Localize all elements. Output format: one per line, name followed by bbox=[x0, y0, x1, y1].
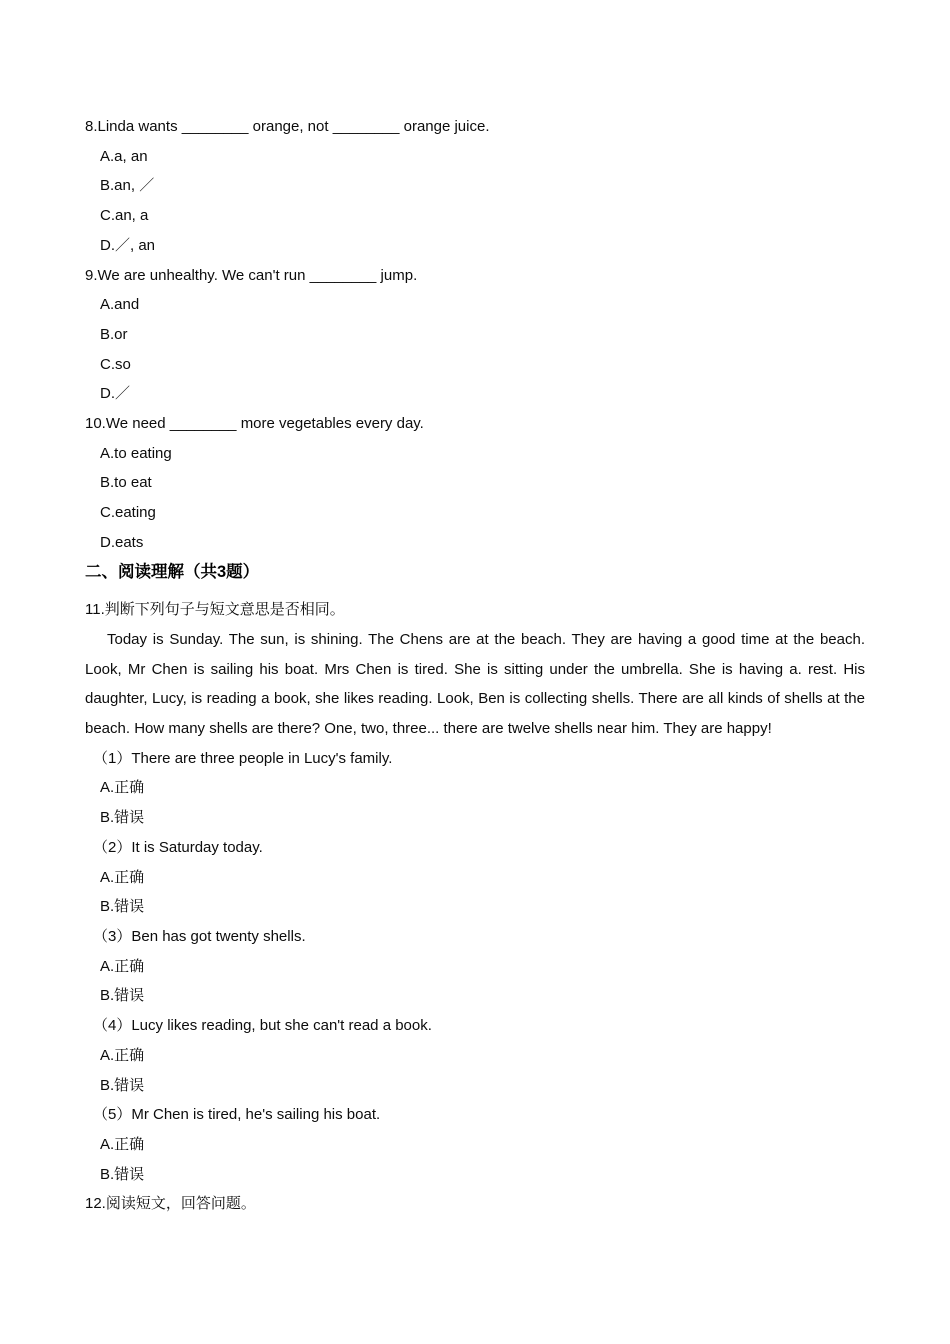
question-11-item-2 bbox=[85, 833, 865, 922]
item-2-stem: （2）It is Saturday today. bbox=[93, 838, 263, 856]
question-10-option-a: A.to eating bbox=[100, 444, 172, 462]
question-8 bbox=[85, 112, 865, 261]
question-8-option-d: D.／, an bbox=[100, 236, 156, 254]
question-8-option-c: C.an, a bbox=[100, 207, 149, 225]
reading-comprehension-section bbox=[85, 595, 865, 1219]
item-1-option-b: B.错误 bbox=[100, 809, 145, 827]
question-9-option-c: C.so bbox=[100, 355, 131, 373]
reading-passage: Today is Sunday. The sun, is shining. The Chens are at the beach. They are having a good time at the beach. Look, Mr Chen is sailing his boat. Mrs Chen is tired. She is sitting under the umbrella. She is having a. rest. His daughter, Lucy, is reading a book, she likes reading. Look, Ben is collecting shells. There are all kinds of shells at the beach. How many shells are there? One, two, three... there are twelve shells near him. They are happy! bbox=[85, 630, 865, 738]
question-10-option-c: C.eating bbox=[100, 504, 156, 522]
question-10-option-b: B.to eat bbox=[100, 474, 152, 492]
question-9-option-d: D.／ bbox=[100, 385, 131, 403]
item-1-stem: （1）There are three people in Lucy's family. bbox=[93, 749, 393, 767]
question-11-item-5 bbox=[85, 1100, 865, 1189]
question-10 bbox=[85, 409, 865, 558]
question-9-option-b: B.or bbox=[100, 325, 128, 343]
item-3-option-a: A.正确 bbox=[100, 957, 145, 975]
question-11-label: 11.判断下列句子与短文意思是否相同。 bbox=[85, 601, 345, 619]
question-12-label: 12.阅读短文，回答问题。 bbox=[85, 1195, 256, 1213]
question-9-option-a: A.and bbox=[100, 296, 140, 314]
question-10-stem: 10.We need ________ more vegetables every day. bbox=[85, 415, 424, 433]
question-9 bbox=[85, 261, 865, 410]
question-11 bbox=[85, 595, 865, 1189]
question-8-option-a: A.a, an bbox=[100, 147, 148, 165]
item-5-option-b: B.错误 bbox=[100, 1165, 145, 1183]
item-1-option-a: A.正确 bbox=[100, 779, 145, 797]
question-9-stem: 9.We are unhealthy. We can't run ________ jump. bbox=[85, 266, 418, 284]
question-11-item-4 bbox=[85, 1011, 865, 1100]
item-4-option-a: A.正确 bbox=[100, 1046, 145, 1064]
item-3-option-b: B.错误 bbox=[100, 987, 145, 1005]
section-header-reading-comprehension: 二、阅读理解（共3题） bbox=[85, 562, 260, 581]
question-10-option-d: D.eats bbox=[100, 533, 144, 551]
item-2-option-a: A.正确 bbox=[100, 868, 145, 886]
question-8-stem: 8.Linda wants ________ orange, not ________ orange juice. bbox=[85, 118, 490, 135]
item-5-option-a: A.正确 bbox=[100, 1135, 145, 1153]
item-3-stem: （3）Ben has got twenty shells. bbox=[93, 927, 306, 945]
item-5-stem: （5）Mr Chen is tired, he's sailing his boat. bbox=[93, 1106, 381, 1124]
question-11-item-1 bbox=[85, 744, 865, 833]
item-4-option-b: B.错误 bbox=[100, 1076, 145, 1094]
question-8-option-b: B.an, ／ bbox=[100, 177, 155, 195]
question-12 bbox=[85, 1189, 865, 1219]
item-2-option-b: B.错误 bbox=[100, 898, 145, 916]
multiple-choice-section bbox=[85, 112, 865, 558]
item-4-stem: （4）Lucy likes reading, but she can't read a book. bbox=[93, 1017, 432, 1035]
question-11-item-3 bbox=[85, 922, 865, 1011]
